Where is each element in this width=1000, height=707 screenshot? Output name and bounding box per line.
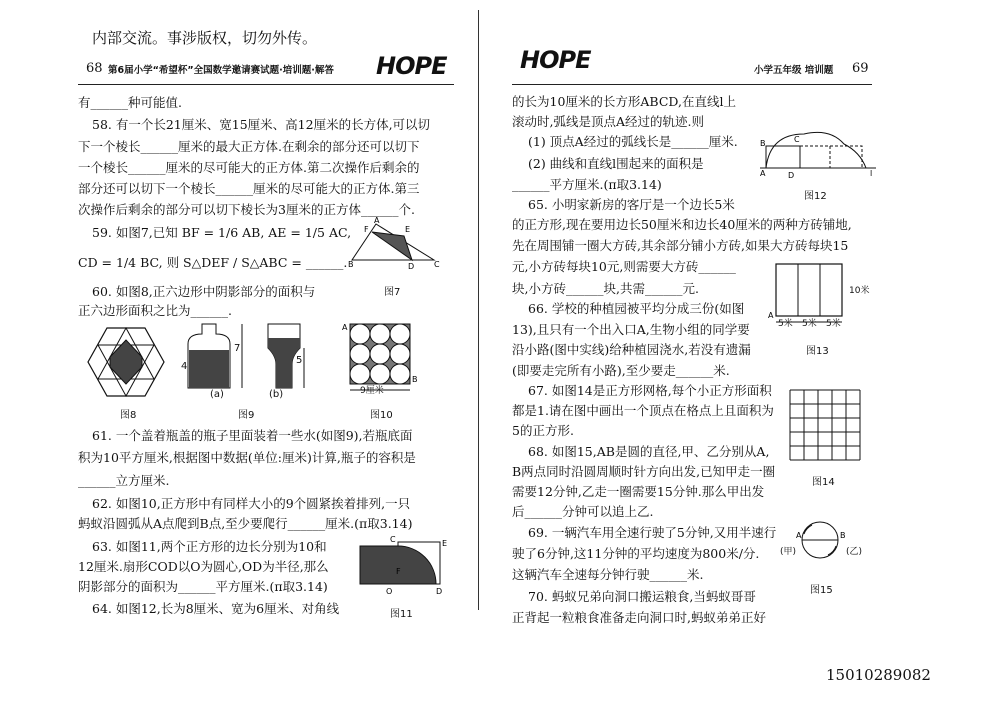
figure-10-caption: 图10 — [370, 410, 393, 421]
figure-13-seg-1: 5米 — [778, 319, 793, 329]
right-logo: HOPE — [520, 46, 591, 74]
left-line-7: CD = 1/4 BC, 则 S△DEF / S△ABC = ______. — [78, 255, 348, 270]
figure-13-caption: 图13 — [806, 346, 829, 357]
figure-8 — [88, 326, 164, 398]
figure-10 — [342, 320, 418, 392]
right-line-20: 后______分钟可以追上乙. — [512, 504, 654, 519]
right-header-title: 小学五年级 培训题 — [754, 65, 834, 76]
svg-text:B: B — [840, 531, 846, 540]
left-line-9: 正六边形面积之比为______. — [78, 303, 232, 318]
left-line-13: 62. 如图10,正方形中有同样大小的9个圆紧挨着排列,一只 — [92, 496, 411, 511]
svg-text:C: C — [390, 535, 396, 544]
right-line-6: 的正方形,现在要用边长50厘米和边长40厘米的两种方砖铺地, — [512, 217, 852, 232]
left-line-1: 58. 有一个长21厘米、宽15厘米、高12厘米的长方体,可以切 — [92, 117, 431, 132]
right-line-11: 13),且只有一个出入口A,生物小组的同学要 — [512, 322, 750, 337]
right-line-18: B两点同时沿圆周顺时针方向出发,已知甲走一圈 — [512, 464, 776, 479]
right-line-5: 65. 小明家新房的客厅是一个边长5米 — [528, 197, 735, 212]
svg-text:E: E — [405, 225, 411, 234]
figure-9-height-4: 4 — [181, 361, 188, 372]
left-line-2: 下一个棱长______厘米的最大正方体.在剩余的部分还可以切下 — [78, 139, 420, 154]
figure-9-caption: 图9 — [238, 410, 255, 421]
left-line-5: 次操作后剩余的部分可以切下棱长为3厘米的正方体______个. — [78, 202, 415, 217]
svg-text:A: A — [342, 323, 348, 332]
right-line-24: 70. 蚂蚁兄弟向洞口搬运粮食,当蚂蚁哥哥 — [528, 589, 756, 604]
svg-text:A: A — [374, 216, 380, 225]
left-logo: HOPE — [376, 52, 447, 80]
right-page-number: 69 — [852, 61, 869, 76]
svg-text:l: l — [870, 169, 873, 178]
figure-9b-label: (b) — [269, 389, 284, 400]
right-line-23: 这辆汽车全速每分钟行驶______米. — [512, 567, 704, 582]
left-line-17: 阴影部分的面积为______平方厘米.(π取3.14) — [78, 579, 328, 594]
right-line-16: 5的正方形. — [512, 423, 574, 438]
right-header-rule — [512, 84, 872, 85]
svg-text:F: F — [396, 567, 401, 576]
svg-text:C: C — [794, 135, 800, 144]
svg-text:A: A — [768, 311, 774, 320]
left-line-8: 60. 如图8,正六边形中阴影部分的面积与 — [92, 284, 316, 299]
right-line-7: 先在周围铺一圈大方砖,其余部分铺小方砖,如果大方砖每块15 — [512, 238, 849, 253]
right-line-8: 元,小方砖每块10元,则需要大方砖______ — [512, 259, 736, 274]
top-note: 内部交流。事涉版权，切勿外传。 — [92, 29, 318, 47]
left-line-3: 一个棱长______厘米的尽可能大的正方体.第二次操作后剩余的 — [78, 160, 420, 175]
left-page-number: 68 — [86, 61, 103, 76]
svg-text:B: B — [760, 139, 766, 148]
svg-text:C: C — [434, 260, 440, 269]
figure-14 — [790, 390, 862, 462]
figure-7-caption: 图7 — [384, 287, 401, 298]
svg-text:A: A — [760, 169, 766, 178]
right-line-17: 68. 如图15,AB是圆的直径,甲、乙分别从A, — [528, 444, 770, 459]
right-line-21: 69. 一辆汽车用全速行驶了5分钟,又用半速行 — [528, 525, 777, 540]
svg-text:D: D — [408, 262, 415, 271]
figure-9a-label: (a) — [210, 389, 224, 400]
left-header-rule — [78, 84, 454, 85]
left-header-title: 第6届小学“希望杯”全国数学邀请赛试题·培训题·解答 — [108, 65, 334, 76]
right-line-10: 66. 学校的种植园被平均分成三份(如图 — [528, 301, 745, 316]
figure-13-seg-2: 5米 — [802, 319, 817, 329]
right-line-9: 块,小方砖______块,共需______元. — [512, 281, 699, 296]
phone-number: 15010289082 — [826, 666, 931, 684]
svg-text:F: F — [364, 225, 369, 234]
svg-text:O: O — [386, 587, 393, 596]
figure-15-jia: (甲) — [780, 547, 797, 557]
figure-8-caption: 图8 — [120, 410, 137, 421]
left-line-18: 64. 如图12,长为8厘米、宽为6厘米、对角线 — [92, 601, 340, 616]
svg-text:D: D — [436, 587, 443, 596]
left-line-0: 有______种可能值. — [78, 95, 182, 110]
figure-11-caption: 图11 — [390, 609, 413, 620]
right-line-2: (1) 顶点A经过的弧线长是______厘米. — [528, 134, 738, 149]
left-line-14: 蚂蚁沿圆弧从A点爬到B点,至少要爬行______厘米.(π取3.14) — [78, 516, 413, 531]
svg-text:B: B — [412, 375, 418, 384]
right-line-3: (2) 曲线和直线l围起来的面积是 — [528, 156, 704, 171]
svg-text:A: A — [796, 531, 802, 540]
right-line-14: 67. 如图14是正方形网格,每个小正方形面积 — [528, 383, 772, 398]
right-line-15: 都是1.请在图中画出一个顶点在格点上且面积为 — [512, 403, 774, 418]
figure-13-seg-3: 5米 — [826, 319, 841, 329]
right-line-1: 滚动时,弧线是顶点A经过的轨迹.则 — [512, 114, 704, 129]
figure-10-length: 9厘米 — [360, 386, 384, 396]
left-line-12: ______立方厘米. — [78, 473, 170, 488]
left-line-11: 积为10平方厘米,根据图中数据(单位:厘米)计算,瓶子的容积是 — [78, 450, 416, 465]
figure-12 — [760, 128, 878, 180]
figure-14-caption: 图14 — [812, 477, 835, 488]
figure-12-caption: 图12 — [804, 191, 827, 202]
figure-15-yi: (乙) — [846, 547, 863, 557]
right-line-0: 的长为10厘米的长方形ABCD,在直线l上 — [512, 94, 736, 109]
figure-7 — [348, 216, 440, 272]
figure-9 — [186, 322, 304, 392]
svg-text:D: D — [788, 171, 795, 180]
svg-text:B: B — [348, 260, 354, 269]
svg-text:E: E — [442, 539, 448, 548]
left-line-10: 61. 一个盖着瓶盖的瓶子里面装着一些水(如图9),若瓶底面 — [92, 428, 413, 443]
left-line-6: 59. 如图7,已知 BF = 1/6 AB, AE = 1/5 AC, — [92, 225, 352, 240]
right-line-25: 正背起一粒粮食准备走向洞口时,蚂蚁弟弟正好 — [512, 610, 766, 625]
figure-9-height-7: 7 — [234, 343, 241, 354]
right-line-22: 驶了6分钟,这11分钟的平均速度为800米/分. — [512, 546, 760, 561]
right-line-4: ______平方厘米.(π取3.14) — [512, 177, 662, 192]
page-gutter — [478, 10, 479, 610]
figure-13-side-label: 10米 — [849, 286, 870, 296]
right-line-13: (即要走完所有小路),至少要走______米. — [512, 363, 730, 378]
left-line-4: 部分还可以切下一个棱长______厘米的尽可能大的正方体.第三 — [78, 181, 420, 196]
left-line-15: 63. 如图11,两个正方形的边长分别为10和 — [92, 539, 327, 554]
figure-9-height-5: 5 — [296, 355, 303, 366]
figure-15-caption: 图15 — [810, 585, 833, 596]
right-line-19: 需要12分钟,乙走一圈需要15分钟.那么甲出发 — [512, 484, 765, 499]
figure-11 — [356, 535, 448, 596]
left-line-16: 12厘米.扇形COD以O为圆心,OD为半径,那么 — [78, 559, 329, 574]
right-line-12: 沿小路(图中实线)给种植园浇水,若没有遗漏 — [512, 342, 751, 357]
